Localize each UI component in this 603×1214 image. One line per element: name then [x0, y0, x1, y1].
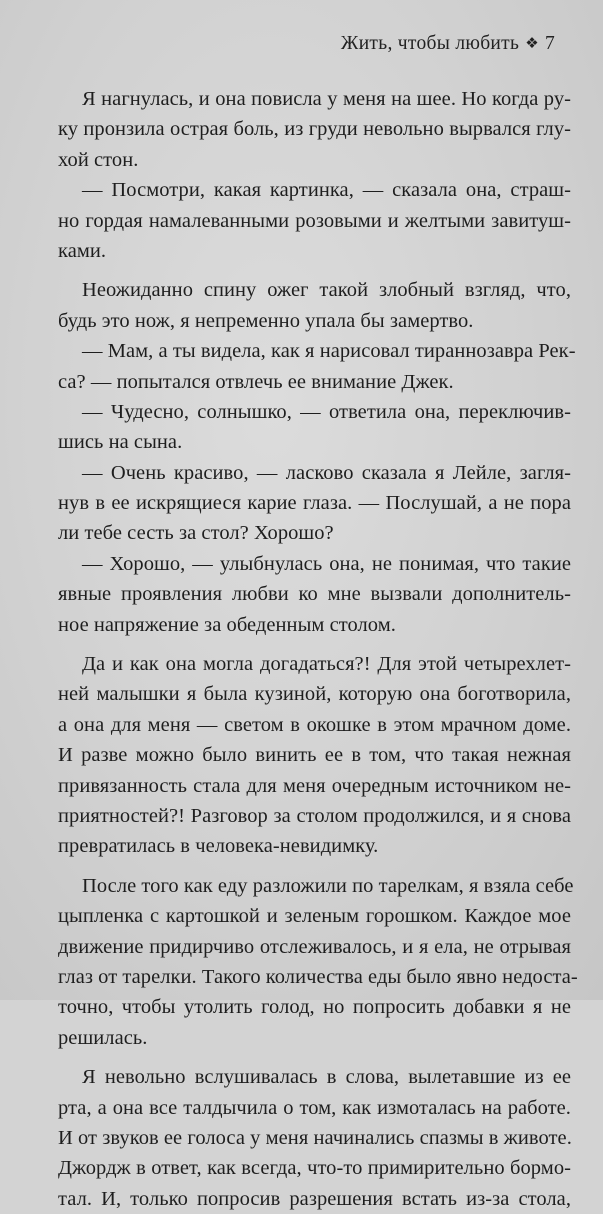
paragraph — [58, 175, 571, 266]
text-line: И разве можно было винить ее в том, что такая нежная — [58, 744, 571, 767]
text-line: рта, а она все талдычила о том, как измоталась на работе. — [58, 1096, 571, 1119]
text-line: — Мам, а ты видела, как я нарисовал тираннозавра Рек- — [82, 340, 576, 363]
text-line: — Посмотри, какая картинка, — сказала она, страш- — [82, 179, 571, 202]
text-line: Да и как она могла догадаться?! Для этой четырехлет- — [82, 653, 571, 676]
text-line: шись на сына. — [58, 431, 183, 454]
text-line: ли тебе сесть за стол? Хорошо? — [58, 522, 334, 545]
paragraph — [58, 84, 571, 175]
page-number: 7 — [544, 33, 555, 54]
paragraph — [58, 458, 571, 549]
text-line: са? — попытался отвлечь ее внимание Джек. — [58, 370, 454, 393]
text-line: — Чудесно, солнышко, — ответила она, переключив- — [82, 400, 571, 423]
text-line: явные проявления любви ко мне вызвали дополнитель- — [58, 583, 571, 606]
text-line: хой стон. — [58, 148, 139, 171]
ornament-icon: ❖ — [525, 34, 539, 52]
text-line: движение придирчиво отслеживалось, и я ела, не отрывая — [58, 935, 571, 958]
body-text — [58, 84, 578, 1214]
text-line: И от звуков ее голоса у меня начинались спазмы в животе. — [58, 1126, 572, 1149]
text-line: нув в ее искрящиеся карие глаза. — Послушай, а не пора — [58, 492, 571, 515]
text-line: ней малышки я была кузиной, которую она боготворила, — [58, 683, 571, 706]
text-line: ками. — [58, 239, 107, 262]
text-line: решилась. — [58, 1026, 148, 1049]
running-head — [341, 33, 555, 55]
text-line: превратилась в человека-невидимку. — [58, 835, 379, 858]
text-line: Я нагнулась, и она повисла у меня на шее. Но когда ру- — [82, 88, 571, 110]
text-line: Джордж в ответ, как всегда, что-то примирительно бормо- — [58, 1157, 571, 1180]
text-line: привязанность стала для меня очередным источником не- — [58, 774, 571, 797]
paragraph — [58, 549, 571, 640]
paragraph — [58, 336, 576, 397]
text-line: — Хорошо, — улыбнулась она, не понимая, что такие — [82, 552, 571, 575]
text-line: Я невольно вслушивалась в слова, вылетавшие из ее — [82, 1066, 571, 1089]
paragraph — [58, 871, 578, 1053]
text-line: приятностей?! Разговор за столом продолжился, и я снова — [58, 804, 571, 827]
text-line: ку пронзила острая боль, из груди невольно вырвался глу- — [58, 118, 571, 141]
text-line: — Очень красиво, — ласково сказала я Лейле, загля- — [82, 461, 571, 484]
paragraph — [58, 275, 571, 336]
paragraph — [58, 1062, 571, 1214]
text-line: Неожиданно спину ожег такой злобный взгляд, что, — [82, 279, 571, 302]
text-line: будь это нож, я непременно упала бы замертво. — [58, 309, 474, 332]
text-line: ное напряжение за обеденным столом. — [58, 613, 396, 636]
text-line: точно, чтобы утолить голод, но попросить добавки я не — [58, 996, 571, 1019]
text-line: глаз от тарелки. Такого количества еды было явно недоста- — [58, 965, 578, 988]
text-line: но гордая намалеванными розовыми и желтыми завитуш- — [58, 209, 571, 232]
paragraph — [58, 397, 571, 458]
text-line: а она для меня — светом в окошке в этом мрачном доме. — [58, 713, 571, 736]
paragraph — [58, 649, 571, 862]
text-line: тал. И, только попросив разрешения встать из-за стола, — [58, 1187, 571, 1210]
text-line: После того как еду разложили по тарелкам, я взяла себе — [82, 874, 574, 897]
running-head-title: Жить, чтобы любить — [340, 33, 520, 54]
text-line: цыпленка с картошкой и зеленым горошком. Каждое мое — [58, 905, 571, 928]
